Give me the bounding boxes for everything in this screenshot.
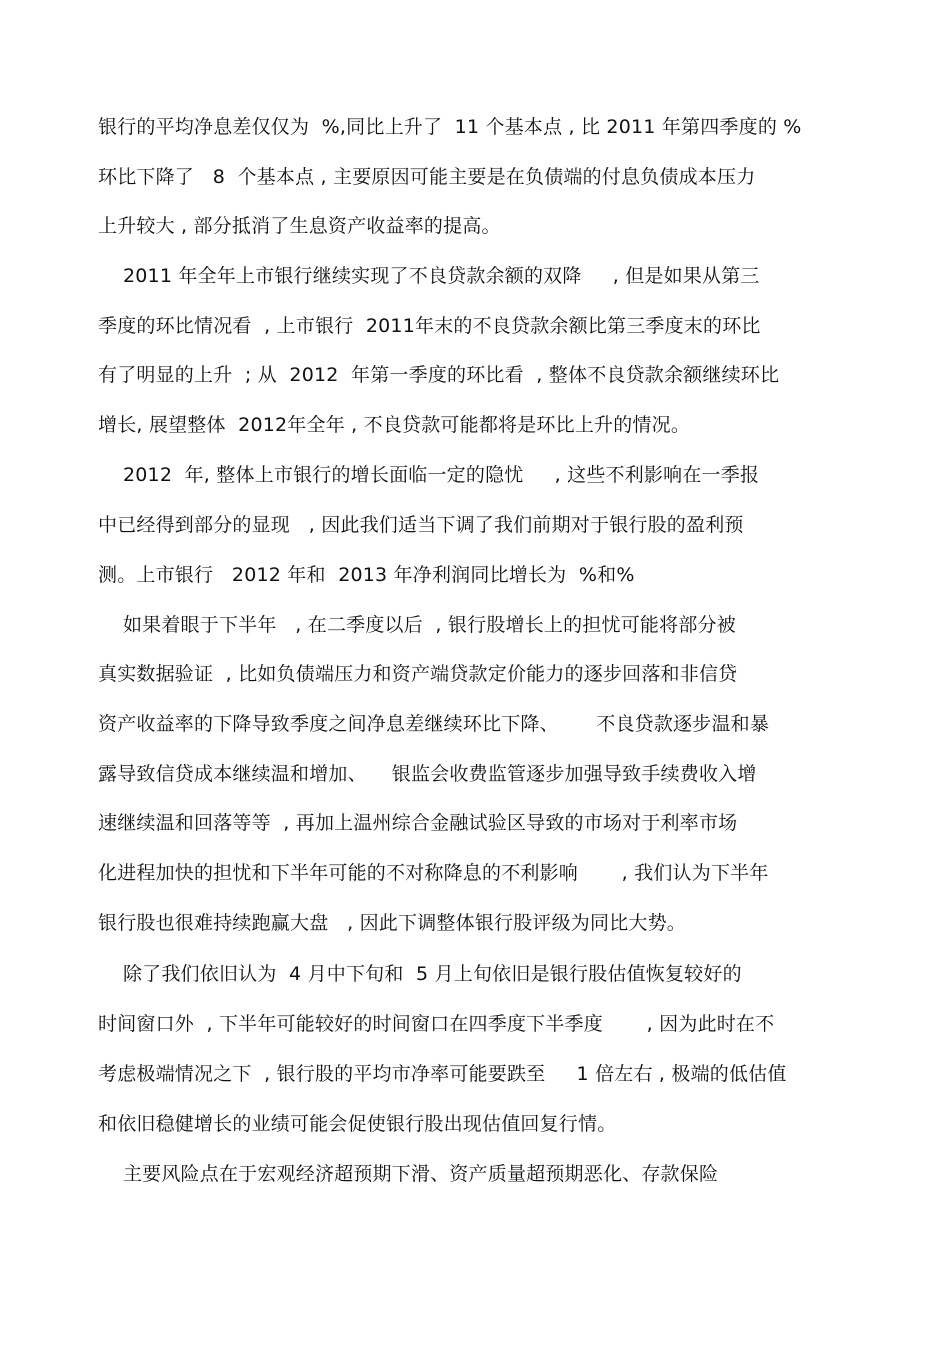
text-line: 真实数据验证 , 比如负债端压力和资产端贷款定价能力的逐步回落和非信贷 [98,663,738,685]
text-line: 主要风险点在于宏观经济超预期下滑、资产质量超预期恶化、存款保险 [98,1163,719,1185]
text-line: 如果着眼于下半年 , 在二季度以后 , 银行股增长上的担忧可能将部分被 [98,614,736,636]
text-line: 2012 年, 整体上市银行的增长面临一定的隐忧 , 这些不利影响在一季报 [98,464,760,486]
text-line: 考虑极端情况之下 , 银行股的平均市净率可能要跌至 1 倍左右 , 极端的低估值 [98,1063,787,1085]
text-line: 银行的平均净息差仅仅为 %,同比上升了 11 个基本点 , 比 2011 年第四季度的 % [98,116,802,138]
text-line: 露导致信贷成本继续温和增加、 银监会收费监管逐步加强导致手续费收入增 [98,763,757,785]
text-line: 测。上市银行 2012 年和 2013 年净利润同比增长为 %和% [98,564,635,586]
text-line: 中已经得到部分的显现 , 因此我们适当下调了我们前期对于银行股的盈利预 [98,514,744,536]
text-line: 和依旧稳健增长的业绩可能会促使银行股出现估值回复行情。 [98,1113,617,1135]
text-line: 有了明显的上升 ; 从 2012 年第一季度的环比看 , 整体不良贷款余额继续环比 [98,364,780,386]
text-line: 资产收益率的下降导致季度之间净息差继续环比下降、 不良贷款逐步温和暴 [98,713,770,735]
text-line: 时间窗口外 , 下半年可能较好的时间窗口在四季度下半季度 , 因为此时在不 [98,1013,775,1035]
text-line: 上升较大 , 部分抵消了生息资产收益率的提高。 [98,215,501,237]
text-line: 2011 年全年上市银行继续实现了不良贷款余额的双降 , 但是如果从第三 [98,265,760,287]
text-line: 化进程加快的担忧和下半年可能的不对称降息的不利影响 , 我们认为下半年 [98,862,769,884]
text-line: 银行股也很难持续跑赢大盘 , 因此下调整体银行股评级为同比大势。 [98,912,686,934]
text-line: 增长, 展望整体 2012年全年 , 不良贷款可能都将是环比上升的情况。 [98,414,691,436]
text-line: 环比下降了 8 个基本点 , 主要原因可能主要是在负债端的付息负债成本压力 [98,166,756,188]
text-line: 速继续温和回落等等 , 再加上温州综合金融试验区导致的市场对于利率市场 [98,812,738,834]
text-line: 除了我们依旧认为 4 月中下旬和 5 月上旬依旧是银行股估值恢复较好的 [98,963,742,985]
text-line: 季度的环比情况看 , 上市银行 2011年末的不良贷款余额比第三季度末的环比 [98,315,761,337]
